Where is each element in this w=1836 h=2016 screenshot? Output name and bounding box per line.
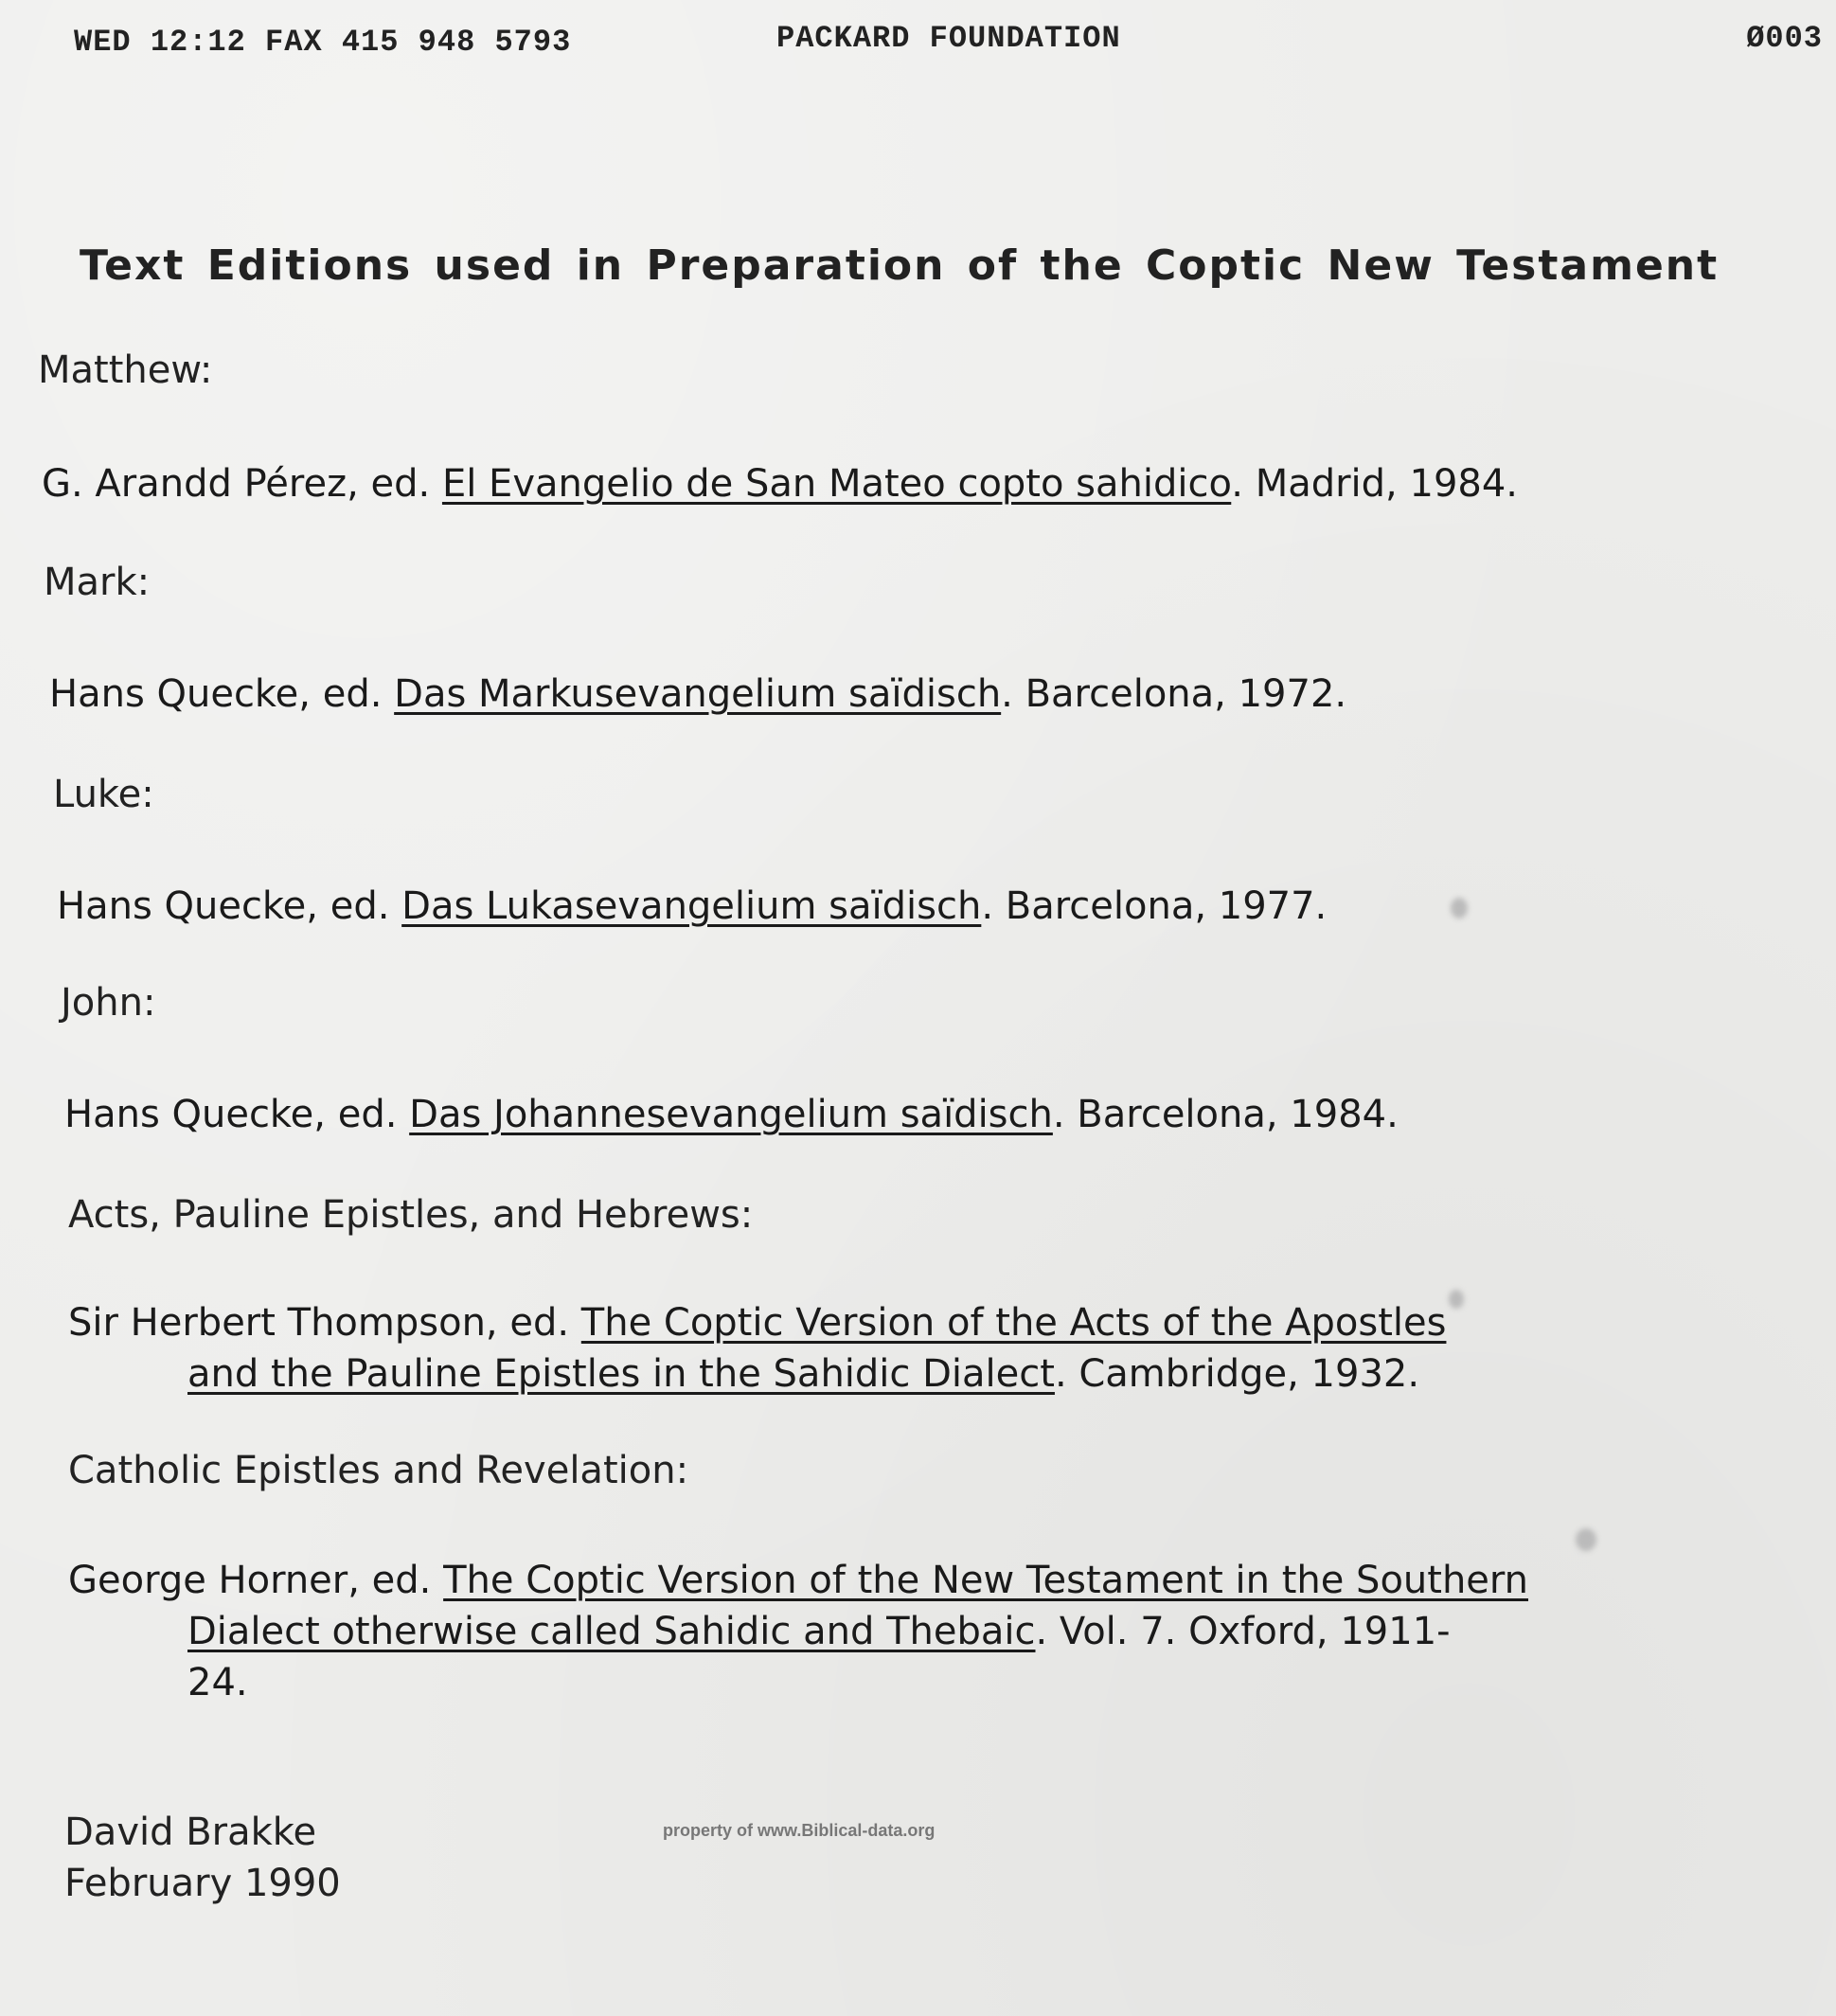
bibliography-entry-mark <box>49 669 1346 720</box>
entry-work-title: El Evangelio de San Mateo copto sahidico <box>441 462 1232 506</box>
entry-publication: . Madrid, 1984. <box>1231 462 1518 506</box>
entry-editor: Hans Quecke, ed. <box>64 1093 398 1136</box>
entry-work-title-line1: The Coptic Version of the Acts of the Apostles <box>580 1301 1447 1345</box>
entry-work-title-line2: and the Pauline Epistles in the Sahidic Dialect <box>187 1352 1055 1396</box>
section-heading-matthew: Matthew: <box>38 348 213 392</box>
document-title: Text Editions used in Preparation of the Coptic New Testament <box>80 241 1720 290</box>
entry-work-title: Das Markusevangelium saïdisch <box>394 672 1002 716</box>
scan-speck <box>1576 1528 1596 1551</box>
bibliography-entry-john <box>64 1089 1399 1140</box>
bibliography-entry-acts-pauline-hebrews <box>68 1297 1446 1400</box>
bibliography-entry-luke <box>57 881 1327 932</box>
entry-publication: . Vol. 7. Oxford, 1911- <box>1035 1610 1451 1653</box>
section-heading-catholic-epistles-revelation: Catholic Epistles and Revelation: <box>68 1449 689 1492</box>
entry-editor: George Horner, ed. <box>68 1559 432 1602</box>
entry-work-title-line1: The Coptic Version of the New Testament in the Southern <box>443 1559 1529 1602</box>
entry-publication-continued: 24. <box>187 1661 248 1704</box>
section-heading-luke: Luke: <box>53 773 154 816</box>
fax-header-page-number: Ø003 <box>1746 21 1823 56</box>
bibliography-entry-catholic-epistles-revelation <box>68 1555 1528 1708</box>
section-heading-mark: Mark: <box>44 561 151 604</box>
entry-publication: . Barcelona, 1972. <box>1001 672 1347 716</box>
section-heading-acts-pauline-hebrews: Acts, Pauline Epistles, and Hebrews: <box>68 1193 754 1237</box>
entry-publication: . Barcelona, 1984. <box>1052 1093 1399 1136</box>
entry-work-title-line2: Dialect otherwise called Sahidic and Thebaic <box>187 1610 1036 1653</box>
entry-editor: Hans Quecke, ed. <box>49 672 383 716</box>
entry-work-title: Das Johannesevangelium saïdisch <box>409 1093 1053 1136</box>
fax-header-sender: PACKARD FOUNDATION <box>776 21 1121 56</box>
bibliography-entry-matthew <box>42 458 1518 509</box>
fax-header-timestamp: WED 12:12 FAX 415 948 5793 <box>74 25 572 60</box>
entry-publication: . Barcelona, 1977. <box>981 884 1328 928</box>
signature-block <box>64 1807 341 1909</box>
signature-name: David Brakke <box>64 1811 317 1854</box>
entry-editor: G. Arandd Pérez, ed. <box>42 462 431 506</box>
entry-editor: Hans Quecke, ed. <box>57 884 390 928</box>
entry-editor: Sir Herbert Thompson, ed. <box>68 1301 570 1345</box>
fax-header <box>0 21 1836 64</box>
watermark-text: property of www.Biblical-data.org <box>663 1821 936 1840</box>
section-heading-john: John: <box>61 981 156 1025</box>
signature-date: February 1990 <box>64 1862 341 1905</box>
entry-work-title: Das Lukasevangelium saïdisch <box>401 884 982 928</box>
entry-publication: . Cambridge, 1932. <box>1054 1352 1420 1396</box>
scan-speck <box>1449 1290 1464 1309</box>
scan-speck <box>1451 898 1468 919</box>
